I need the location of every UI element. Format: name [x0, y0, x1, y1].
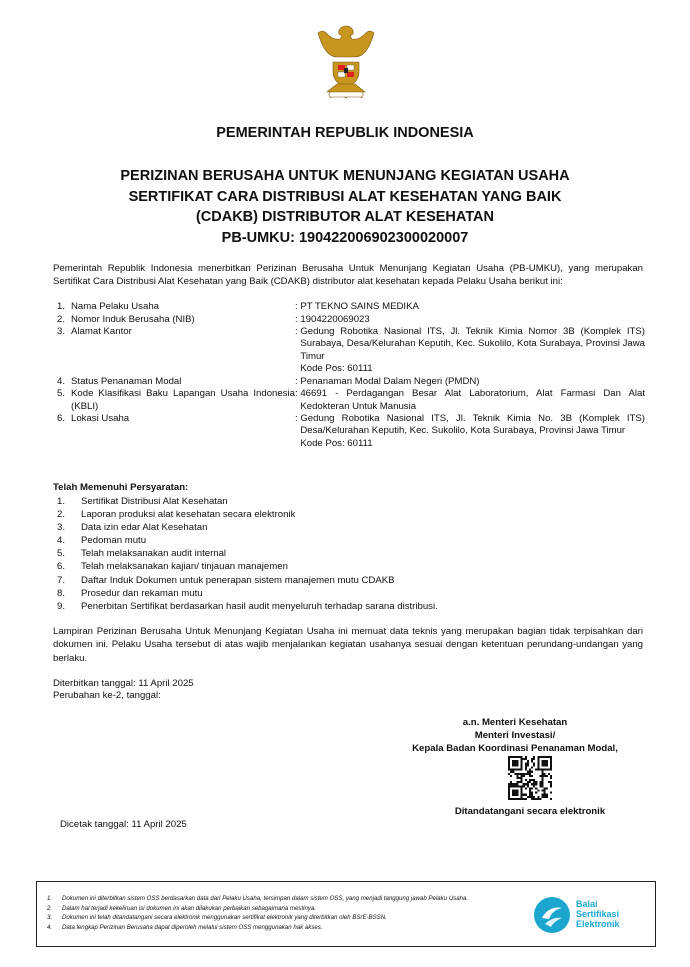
- detail-label: Status Penanaman Modal: [71, 375, 182, 387]
- detail-label: Alamat Kantor: [71, 326, 132, 338]
- requirements-list: [57, 495, 438, 613]
- detail-number: 3.: [57, 326, 66, 338]
- attachment-paragraph: Lampiran Perizinan Berusaha Untuk Menunjang Kegiatan Usaha ini memuat data teknis yang merupakan bagian tidak terpisahkan dari dokumen ini. Pelaku Usaha tersebut di atas wajib menjalankan kegiatan usahanya sesuai dengan ketentuan perundang-undangan yang berlaku.: [53, 626, 643, 664]
- electronic-signature-label: Ditandatangani secara elektronik: [454, 806, 606, 817]
- footer-note: 3. Dokumen ini telah ditandatangani secara elektronik menggunakan sertifikat elektronik yang diterbitkan oleh BSrE-BSSN.: [47, 914, 387, 922]
- bsre-logo-icon: [533, 896, 571, 934]
- detail-row-kbli: 5. Kode Klasifikasi Baku Lapangan Usaha Indonesia (KBLI) : 46691 - Perdagangan Besar Alat Laboratorium, Alat Farmasi Dan Alat Kedokteran Untuk Manusia: [57, 388, 645, 412]
- detail-label: Kode Klasifikasi Baku Lapangan Usaha Indonesia (KBLI): [71, 388, 295, 412]
- detail-value: PT TEKNO SAINS MEDIKA: [300, 301, 419, 312]
- change-date: Perubahan ke-2, tanggal:: [53, 690, 161, 702]
- detail-value: Penanaman Modal Dalam Negeri (PMDN): [300, 375, 480, 387]
- requirement-item: 1. Sertifikat Distribusi Alat Kesehatan: [57, 496, 228, 507]
- detail-number: 4.: [57, 375, 66, 387]
- requirement-item: 5. Telah melaksanakan audit internal: [57, 548, 227, 560]
- signatory-line: Menteri Investasi/: [474, 730, 556, 741]
- detail-row-nib: 2. Nomor Induk Berusaha (NIB) : 1904220069023: [57, 314, 645, 326]
- detail-row-business-name: 1. Nama Pelaku Usaha : PT TEKNO SAINS MEDIKA: [57, 301, 645, 313]
- footer-box: [36, 881, 656, 947]
- signature-block: [395, 716, 635, 755]
- license-number: PB-UMKU: 190422006902300020007: [221, 229, 469, 246]
- detail-number: 5.: [57, 388, 66, 400]
- detail-row-investment-status: 4. Status Penanaman Modal : Penanaman Modal Dalam Negeri (PMDN): [57, 376, 645, 388]
- requirement-item: 7. Daftar Induk Dokumen untuk penerapan sistem manajemen mutu CDAKB: [57, 574, 395, 586]
- detail-row-office-address: 3. Alamat Kantor : Gedung Robotika Nasional ITS, Jl. Teknik Kimia Nomor 3B (Komplek ITS) Surabaya, Desa/Kelurahan Keputih, Kec. Sukolilo, Kota Surabaya, Provinsi Jawa Timur Kode Pos: 60111: [57, 326, 645, 375]
- detail-value: 1904220069023: [300, 313, 370, 325]
- detail-value: Gedung Robotika Nasional ITS, Jl. Teknik Kimia Nomor 3B (Komplek ITS) Surabaya, Desa/Kelurahan Keputih, Kec. Sukolilo, Kota Surabaya, Provinsi Jawa Timur Kode Pos: 60111: [300, 326, 645, 375]
- issue-dates: [53, 678, 194, 703]
- requirement-item: 3. Data izin edar Alat Kesehatan: [57, 522, 208, 534]
- requirements-heading: Telah Memenuhi Persyaratan:: [53, 482, 189, 493]
- government-heading: PEMERINTAH REPUBLIK INDONESIA: [216, 125, 474, 141]
- intro-paragraph: Pemerintah Republik Indonesia menerbitkan Perizinan Berusaha Untuk Menunjang Kegiatan Usaha (PB-UMKU), yang merupakan Sertifikat Cara Distribusi Alat Kesehatan yang Baik (CDAKB) distributor alat kesehatan kepada Pelaku Usaha berikut ini:: [53, 263, 643, 287]
- footer-note: 4. Data lengkap Perizinan Berusaha dapat diperoleh melalui sistem OSS menggunakan hak akses.: [47, 923, 323, 931]
- requirement-item: 2. Laporan produksi alat kesehatan secara elektronik: [57, 509, 296, 521]
- detail-number: 6.: [57, 413, 66, 425]
- detail-label: Nama Pelaku Usaha: [71, 301, 159, 312]
- detail-number: 1.: [57, 301, 66, 312]
- issued-date: Diterbitkan tanggal: 11 April 2025: [53, 678, 194, 689]
- footer-notes: [47, 894, 527, 932]
- business-details-table: [57, 301, 645, 450]
- garuda-pancasila-emblem: [311, 22, 381, 102]
- qr-code-icon: [508, 756, 552, 800]
- signatory-line: a.n. Menteri Kesehatan: [462, 717, 568, 728]
- requirement-item: 8. Prosedur dan rekaman mutu: [57, 587, 203, 599]
- bsre-logo-text: Balai Sertifikasi Elektronik: [576, 899, 620, 929]
- signatory-line: Kepala Badan Koordinasi Penanaman Modal,: [412, 743, 618, 754]
- footer-note: 1. Dokumen ini diterbitkan sistem OSS berdasarkan data dari Pelaku Usaha, tersimpan dalam sistem OSS, yang menjadi tanggung jawab Pelaku Usaha.: [47, 895, 469, 902]
- title-line: (CDAKB) DISTRIBUTOR ALAT KESEHATAN: [195, 209, 495, 225]
- detail-label: Lokasi Usaha: [71, 413, 130, 425]
- requirement-item: 9. Penerbitan Sertifikat berdasarkan hasil audit menyeluruh terhadap sarana distribusi.: [57, 600, 438, 612]
- title-line: PERIZINAN BERUSAHA UNTUK MENUNJANG KEGIATAN USAHA: [120, 168, 570, 184]
- printed-date: Dicetak tanggal: 11 April 2025: [60, 819, 187, 830]
- footer-note: 2. Dalam hal terjadi kekeliruan isi dokumen ini akan dilakukan perbaikan sebagaimana mestinya.: [47, 904, 317, 912]
- requirement-item: 6. Telah melaksanakan kajian/ tinjauan manajemen: [57, 561, 288, 573]
- detail-value: Gedung Robotika Nasional ITS, Jl. Teknik Kimia No. 3B (Komplek ITS) Desa/Kelurahan Keputih, Kec. Sukolilo, Kota Surabaya, Provinsi Jawa Timur Kode Pos: 60111: [300, 413, 645, 449]
- title-line: SERTIFIKAT CARA DISTRIBUSI ALAT KESEHATAN YANG BAIK: [128, 188, 562, 205]
- detail-value: 46691 - Perdagangan Besar Alat Laboratorium, Alat Farmasi Dan Alat Kedokteran Untuk Manusia: [300, 388, 645, 412]
- detail-row-business-location: 6. Lokasi Usaha : Gedung Robotika Nasional ITS, Jl. Teknik Kimia No. 3B (Komplek ITS) Desa/Kelurahan Keputih, Kec. Sukolilo, Kota Surabaya, Provinsi Jawa Timur Kode Pos: 60111: [57, 413, 645, 449]
- detail-label: Nomor Induk Berusaha (NIB): [71, 313, 195, 325]
- requirement-item: 4. Pedoman mutu: [57, 535, 147, 547]
- detail-number: 2.: [57, 313, 66, 325]
- document-title: [0, 166, 690, 248]
